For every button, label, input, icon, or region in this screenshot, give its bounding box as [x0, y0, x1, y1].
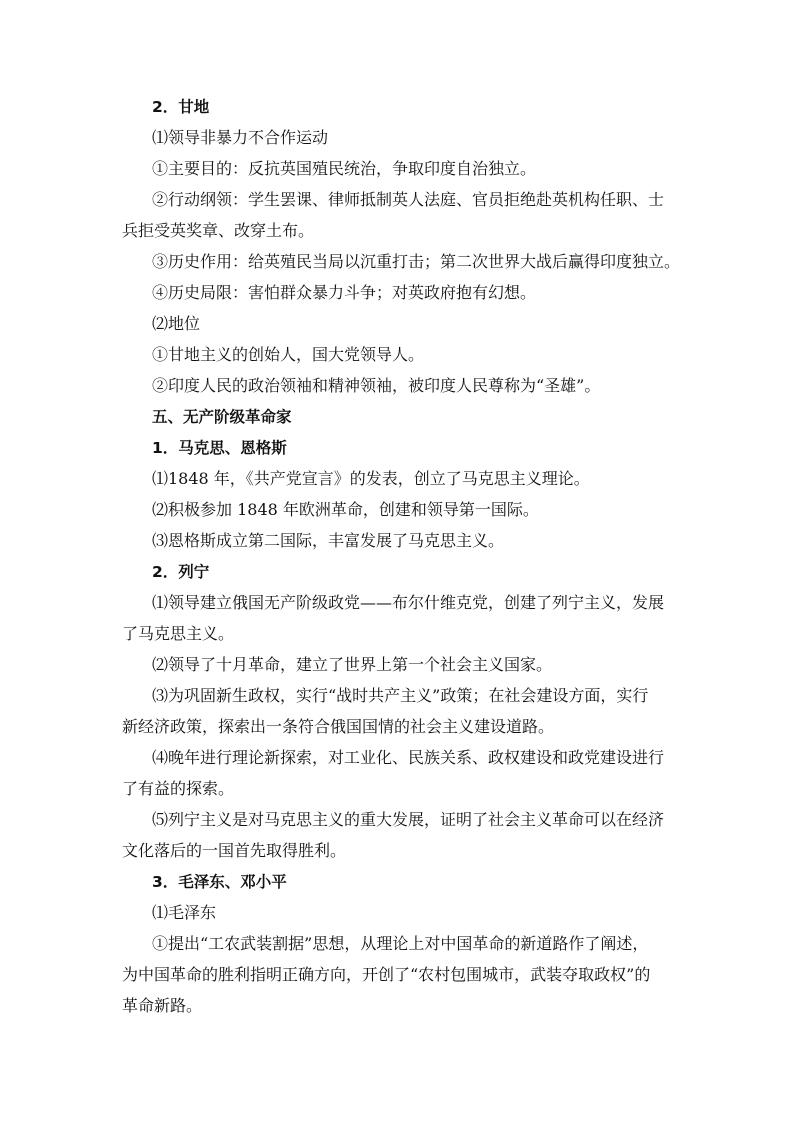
subheading-mao: ⑴毛泽东	[152, 903, 217, 922]
paragraph-line: ⑸列宁主义是对马克思主义的重大发展，证明了社会主义革命可以在经济	[152, 810, 665, 829]
heading-lenin: 2．列宁	[152, 563, 210, 581]
paragraph-line: ⑴领导建立俄国无产阶级政党——布尔什维克党，创建了列宁主义，发展	[152, 593, 665, 612]
subheading-noncooperation: ⑴领导非暴力不合作运动	[152, 128, 329, 147]
section-heading-proletarian: 五、无产阶级革命家	[152, 408, 292, 426]
paragraph-line: ①甘地主义的创始人，国大党领导人。	[152, 345, 425, 364]
subheading-status: ⑵地位	[152, 314, 201, 333]
paragraph-line: ⑶为巩固新生政权，实行“战时共产主义”政策；在社会建设方面，实行	[152, 686, 649, 705]
paragraph-line: ④历史局限：害怕群众暴力斗争；对英政府抱有幻想。	[152, 283, 537, 302]
paragraph-line: 兵拒受英奖章、改穿土布。	[122, 221, 315, 240]
paragraph-line: ⑷晚年进行理论新探索，对工业化、民族关系、政权建设和政党建设进行	[152, 748, 665, 767]
heading-gandhi: 2．甘地	[152, 98, 210, 116]
paragraph-line: ⑵积极参加 1848 年欧洲革命，创建和领导第一国际。	[152, 500, 539, 519]
paragraph-line: 了有益的探索。	[122, 779, 235, 798]
paragraph-line: ①提出“工农武装割据”思想，从理论上对中国革命的新道路作了阐述，	[152, 934, 649, 953]
paragraph-line: ②行动纲领：学生罢课、律师抵制英人法庭、官员拒绝赴英机构任职、士	[152, 190, 665, 209]
paragraph-line: 为中国革命的胜利指明正确方向，开创了“农村包围城市，武装夺取政权”的	[122, 965, 651, 984]
paragraph-line: ⑶恩格斯成立第二国际，丰富发展了马克思主义。	[152, 531, 505, 550]
paragraph-line: ⑵领导了十月革命，建立了世界上第一个社会主义国家。	[152, 655, 553, 674]
paragraph-line: ③历史作用：给英殖民当局以沉重打击；第二次世界大战后赢得印度独立。	[152, 252, 681, 271]
paragraph-line: ①主要目的：反抗英国殖民统治，争取印度自治独立。	[152, 159, 537, 178]
paragraph-line: ⑴1848 年，《共产党宣言》的发表，创立了马克思主义理论。	[152, 469, 590, 488]
heading-marx-engels: 1．马克思、恩格斯	[152, 439, 287, 457]
paragraph-line: 了马克思主义。	[122, 624, 235, 643]
heading-mao-deng: 3．毛泽东、邓小平	[152, 873, 287, 891]
paragraph-line: 革命新路。	[122, 996, 203, 1015]
paragraph-line: 文化落后的一国首先取得胜利。	[122, 841, 347, 860]
paragraph-line: 新经济政策，探索出一条符合俄国国情的社会主义建设道路。	[122, 717, 555, 736]
paragraph-line: ②印度人民的政治领袖和精神领袖，被印度人民尊称为“圣雄”。	[152, 376, 601, 395]
